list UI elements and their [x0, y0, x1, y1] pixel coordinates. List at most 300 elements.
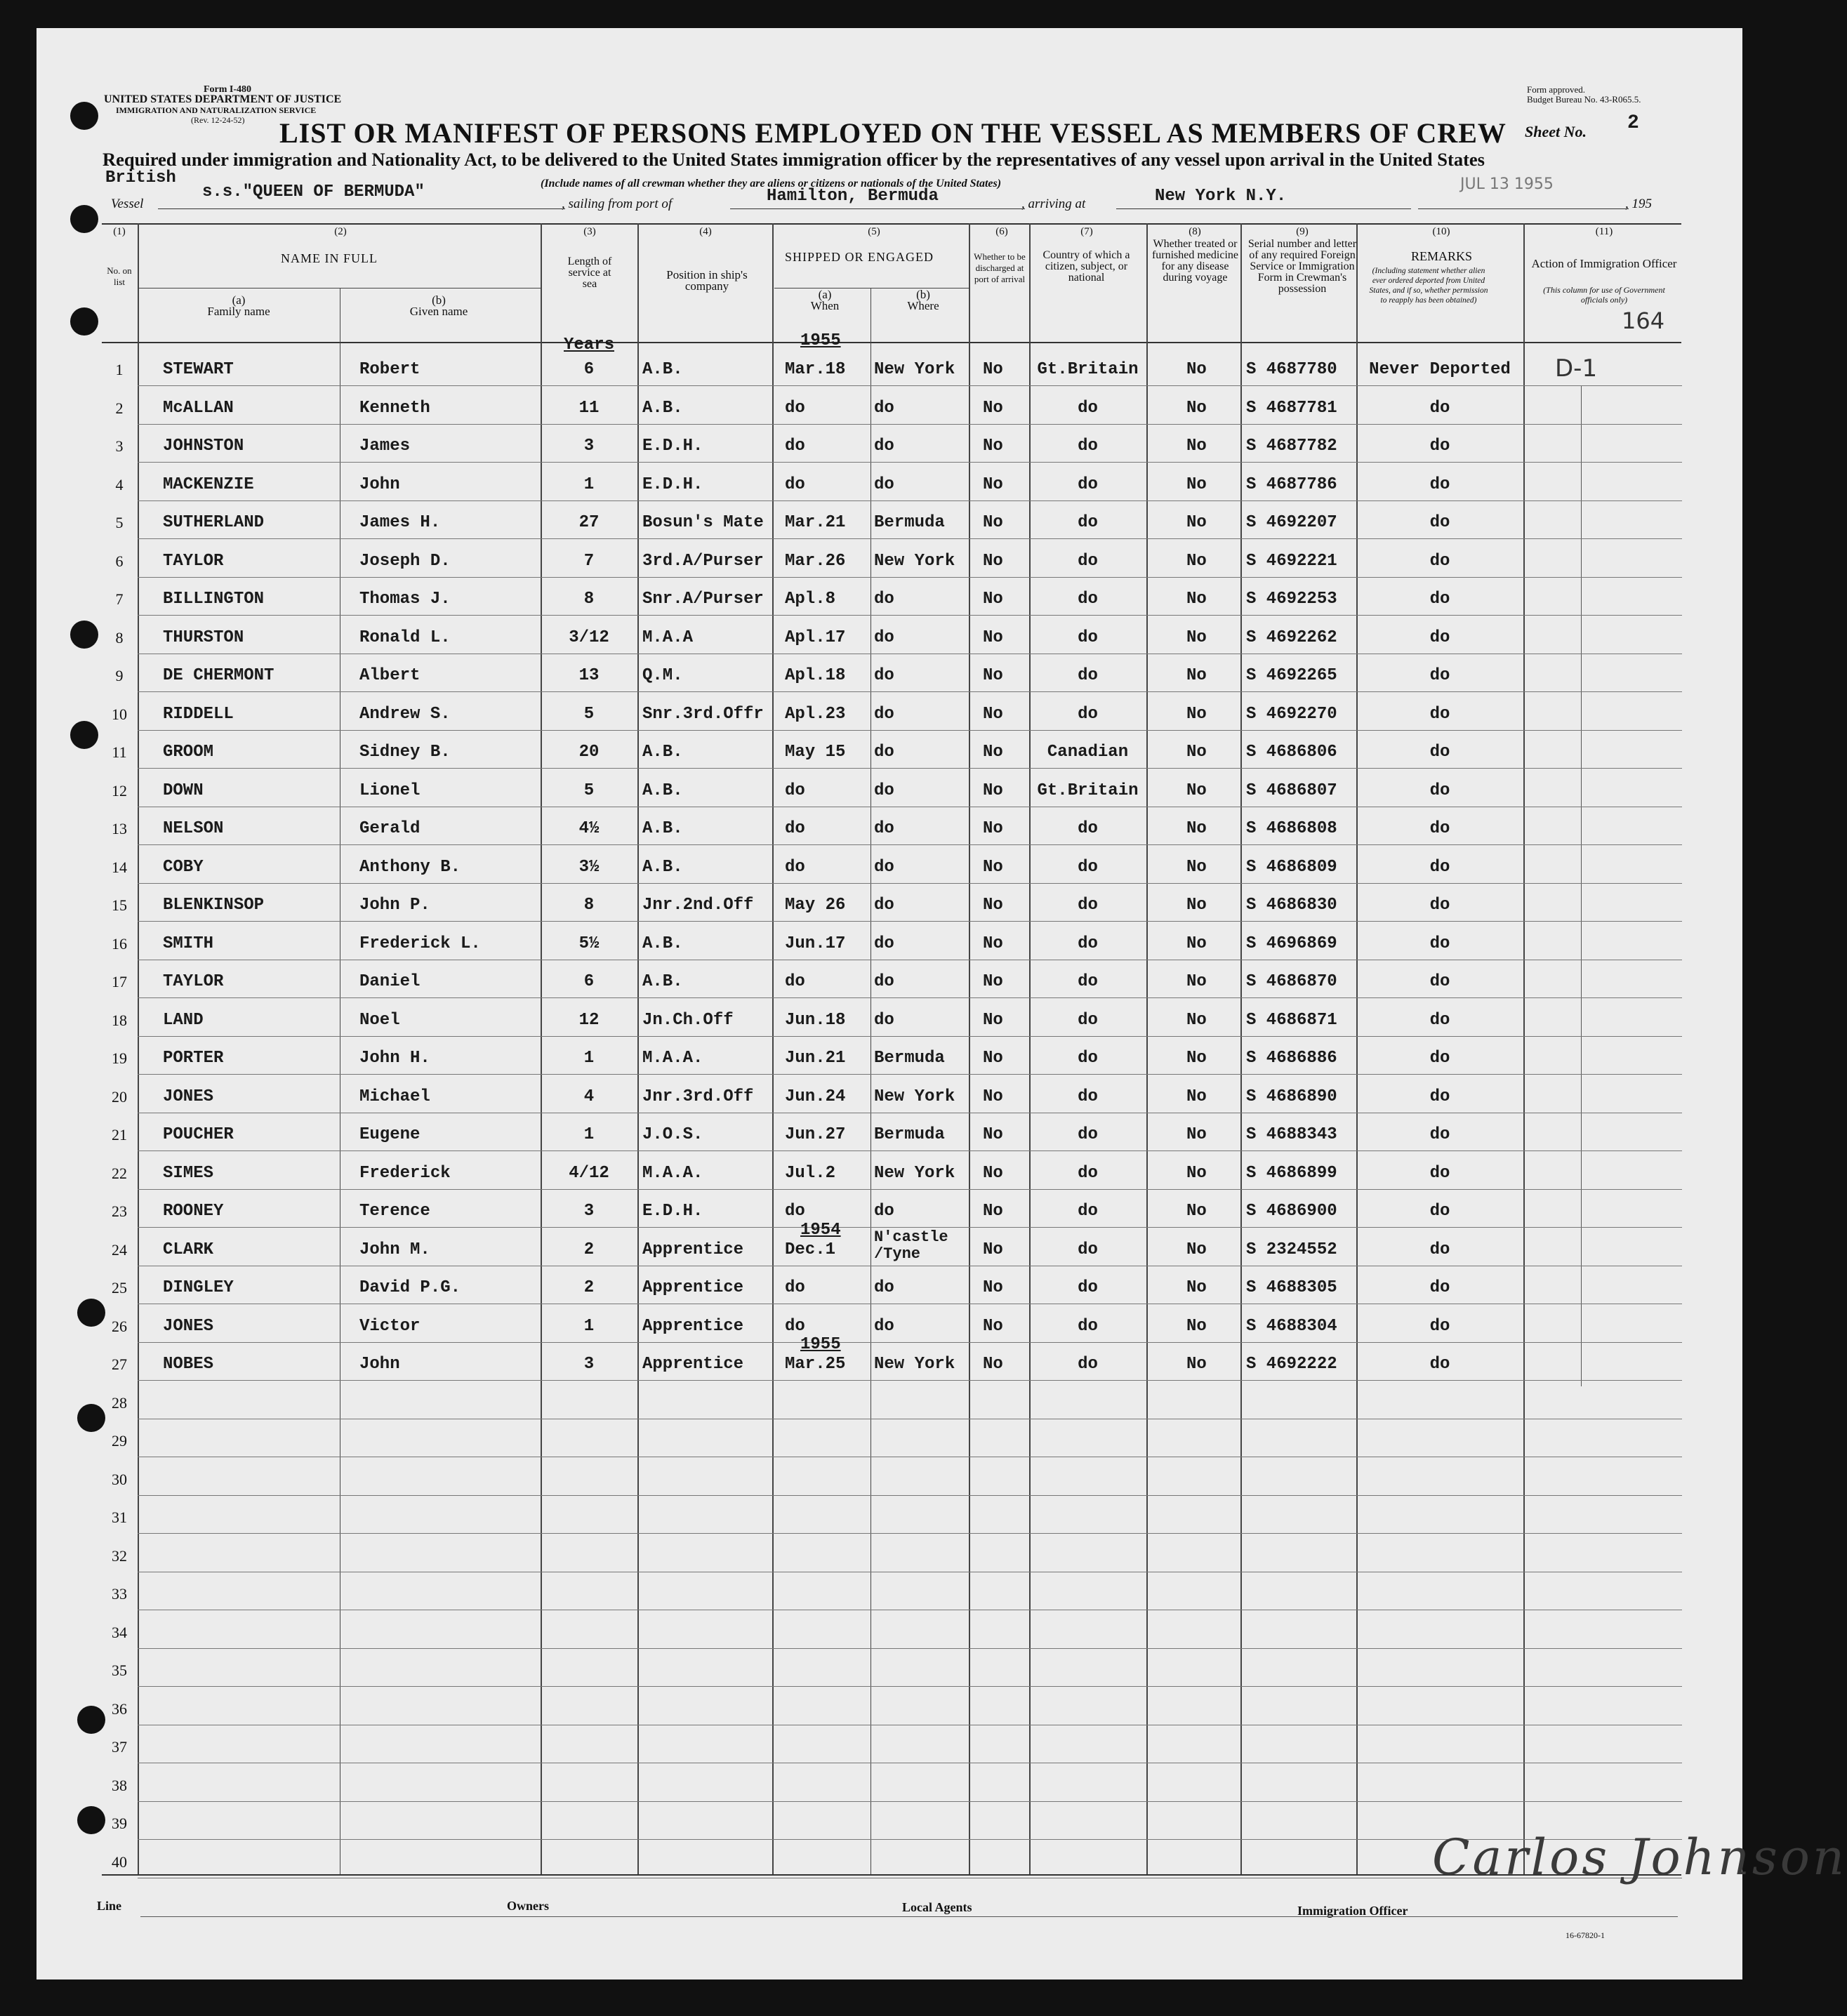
col11-note: (This column for use of Government officials only)	[1543, 285, 1665, 305]
shipped-where-cell: New York	[874, 1163, 955, 1183]
remarks-cell: do	[1429, 1278, 1450, 1297]
remarks-cell: do	[1429, 857, 1450, 877]
medicine-cell: No	[1186, 1202, 1207, 1221]
header-top-rule	[102, 223, 1681, 225]
shipped-where-cell: do	[874, 1278, 894, 1297]
shipped-where-cell: New York	[874, 1087, 955, 1106]
position-cell: M.A.A.	[642, 1049, 703, 1068]
service-length-cell: 3/12	[569, 628, 609, 647]
remarks-cell: do	[1429, 934, 1450, 953]
service-length-cell: 1	[583, 1125, 595, 1144]
service-line: IMMIGRATION AND NATURALIZATION SERVICE	[116, 105, 317, 115]
col11-heading: Action of Immigration Officer	[1531, 257, 1677, 270]
shipped-when-cell: do	[785, 819, 805, 838]
row-number: 24	[112, 1240, 127, 1259]
col8-heading: Whether treated or furnished medicine for any disease during voyage	[1151, 238, 1239, 284]
arriving-port: New York N.Y.	[1155, 187, 1287, 206]
position-cell: A.B.	[642, 934, 683, 953]
nationality: British	[105, 168, 176, 187]
service-length-cell: 27	[578, 513, 600, 532]
given-name-cell: Ronald L.	[359, 628, 451, 647]
remarks-cell: do	[1429, 398, 1450, 418]
col3-heading: Length of service at sea	[567, 256, 612, 290]
row-number: 15	[112, 896, 127, 914]
col-divider	[772, 223, 774, 1874]
header-bottom-rule	[102, 342, 1681, 343]
discharge-cell: No	[983, 551, 1003, 571]
officer-action-cell: D-1	[1555, 354, 1598, 383]
remarks-cell: do	[1429, 704, 1450, 724]
position-cell: Q.M.	[642, 666, 683, 685]
row-number: 30	[112, 1470, 127, 1488]
family-name-cell: PORTER	[163, 1049, 224, 1068]
row-number: 23	[112, 1202, 127, 1220]
discharge-cell: No	[983, 1125, 1003, 1144]
position-cell: Snr.A/Purser	[642, 590, 764, 609]
remarks-cell: do	[1429, 896, 1450, 915]
given-name-cell: James	[359, 437, 411, 456]
col-divider	[1240, 223, 1242, 1874]
shipped-when-cell: Jun.18	[785, 1010, 846, 1030]
family-name-cell: BILLINGTON	[163, 590, 265, 609]
row-rule	[138, 538, 1682, 539]
col9-heading: Serial number and letter of any required Foreign Service or Immigration Form in Crewman's possession	[1247, 238, 1357, 295]
row-number: 5	[115, 514, 124, 531]
shipped-where-cell: do	[874, 437, 894, 456]
row-number: 36	[112, 1699, 127, 1718]
year-annotation: 1955	[800, 1335, 841, 1354]
service-length-cell: 3½	[578, 857, 600, 877]
citizenship-cell: do	[1078, 972, 1098, 991]
family-name-cell: RIDDELL	[163, 704, 234, 724]
row-number: 35	[112, 1662, 127, 1679]
shipped-when-cell: Mar.18	[785, 360, 846, 379]
serial-number-cell: S 4687782	[1246, 437, 1337, 456]
row-number: 34	[112, 1623, 127, 1641]
remarks-cell: do	[1429, 1087, 1450, 1106]
family-name-cell: LAND	[163, 1010, 204, 1030]
shipped-where-cell: do	[874, 590, 894, 609]
remarks-cell: Never Deported	[1369, 360, 1511, 379]
position-cell: Jnr.2nd.Off	[642, 896, 754, 915]
shipped-where-cell: Bermuda	[874, 1049, 945, 1068]
row-rule	[138, 615, 1682, 616]
given-name-cell: John	[359, 475, 400, 494]
medicine-cell: No	[1186, 934, 1207, 953]
shipped-where-cell: New York	[874, 360, 955, 379]
family-name-cell: ROONEY	[163, 1202, 224, 1221]
row-rule	[138, 500, 1682, 501]
service-length-cell: 5	[583, 704, 595, 724]
row-rule	[138, 844, 1682, 845]
position-cell: A.B.	[642, 781, 683, 800]
row-number: 40	[112, 1852, 127, 1871]
shipped-where-cell: do	[874, 704, 894, 724]
family-name-cell: STEWART	[163, 360, 234, 379]
row-rule	[138, 921, 1682, 922]
remarks-cell: do	[1429, 1010, 1450, 1030]
remarks-cell: do	[1429, 1049, 1450, 1068]
remarks-cell: do	[1429, 1316, 1450, 1336]
shipped-when-cell: Apl.17	[785, 628, 846, 647]
given-name-cell: John P.	[359, 896, 430, 915]
family-name-cell: NOBES	[163, 1355, 214, 1374]
serial-number-cell: S 4686807	[1246, 781, 1337, 800]
family-name-cell: TAYLOR	[163, 972, 224, 991]
remarks-pen-line	[1581, 386, 1582, 1386]
medicine-cell: No	[1186, 398, 1207, 418]
row-number: 6	[115, 552, 124, 570]
given-name-cell: Terence	[359, 1202, 430, 1221]
remarks-cell: do	[1429, 551, 1450, 571]
footer-rule	[140, 1916, 1678, 1917]
discharge-cell: No	[983, 934, 1003, 953]
family-name-cell: MACKENZIE	[163, 475, 254, 494]
officer-signature: Carlos Johnson	[1432, 1829, 1847, 1886]
row-rule	[138, 1686, 1682, 1687]
citizenship-cell: do	[1078, 1163, 1098, 1183]
footer-owners-label: Owners	[507, 1899, 549, 1913]
row-number: 33	[112, 1585, 127, 1603]
position-cell: A.B.	[642, 857, 683, 877]
citizenship-cell: do	[1078, 896, 1098, 915]
row-number: 16	[112, 934, 127, 953]
years-label: Years	[564, 336, 615, 354]
family-name-cell: BLENKINSOP	[163, 896, 265, 915]
shipped-when-cell: May 26	[785, 896, 846, 915]
medicine-cell: No	[1186, 857, 1207, 877]
row-number: 37	[112, 1738, 127, 1756]
medicine-cell: No	[1186, 1049, 1207, 1068]
row-number: 20	[112, 1087, 127, 1106]
service-length-cell: 2	[583, 1240, 595, 1259]
col-divider	[1146, 223, 1148, 1874]
row-rule	[138, 1495, 1682, 1496]
remarks-cell: do	[1429, 590, 1450, 609]
given-name-cell: Andrew S.	[359, 704, 451, 724]
col-divider	[870, 288, 871, 1874]
punch-hole	[70, 721, 98, 749]
family-name-cell: COBY	[163, 857, 204, 877]
shipped-where-cell: N'castle /Tyne	[874, 1228, 948, 1263]
service-length-cell: 1	[583, 1316, 595, 1336]
row-number: 22	[112, 1164, 127, 1182]
medicine-cell: No	[1186, 1163, 1207, 1183]
punch-hole	[70, 307, 98, 336]
position-cell: M.A.A.	[642, 1163, 703, 1183]
service-length-cell: 6	[583, 360, 595, 379]
medicine-cell: No	[1186, 1278, 1207, 1297]
shipped-when-cell: May 15	[785, 743, 846, 762]
manifest-sheet	[37, 28, 1742, 1979]
row-number: 38	[112, 1776, 127, 1794]
shipped-where-cell: do	[874, 475, 894, 494]
discharge-cell: No	[983, 819, 1003, 838]
shipped-where-cell: Bermuda	[874, 513, 945, 532]
shipped-when-cell: Dec.1	[785, 1240, 836, 1259]
page-title: LIST OR MANIFEST OF PERSONS EMPLOYED ON THE VESSEL AS MEMBERS OF CREW	[279, 117, 1507, 149]
col5-number: (5)	[868, 226, 880, 237]
remarks-cell: do	[1429, 1163, 1450, 1183]
family-name-cell: McALLAN	[163, 398, 234, 418]
serial-number-cell: S 4686830	[1246, 896, 1337, 915]
year-suffix: , 195	[1625, 197, 1652, 211]
subtitle: Required under immigration and Nationality Act, to be delivered to the United States immigration officer by the representatives of any vessel upon arrival in the United States	[102, 149, 1485, 170]
subheader-rule-5	[774, 288, 969, 289]
citizenship-cell: do	[1078, 437, 1098, 456]
serial-number-cell: S 4692253	[1246, 590, 1337, 609]
medicine-cell: No	[1186, 475, 1207, 494]
service-length-cell: 2	[583, 1278, 595, 1297]
serial-number-cell: S 4686809	[1246, 857, 1337, 877]
given-name-cell: James H.	[359, 513, 441, 532]
row-number: 29	[112, 1432, 127, 1450]
citizenship-cell: do	[1078, 1240, 1098, 1259]
serial-number-cell: S 4686871	[1246, 1010, 1337, 1030]
shipped-when-cell: do	[785, 1202, 805, 1221]
medicine-cell: No	[1186, 1355, 1207, 1374]
serial-number-cell: S 4687786	[1246, 475, 1337, 494]
given-name-cell: Daniel	[359, 972, 421, 991]
citizenship-cell: do	[1078, 398, 1098, 418]
serial-number-cell: S 4692262	[1246, 628, 1337, 647]
position-cell: A.B.	[642, 398, 683, 418]
position-cell: Apprentice	[642, 1278, 744, 1297]
row-rule	[138, 997, 1682, 998]
citizenship-cell: do	[1078, 1278, 1098, 1297]
citizenship-cell: do	[1078, 1202, 1098, 1221]
citizenship-cell: do	[1078, 1087, 1098, 1106]
family-name-cell: DINGLEY	[163, 1278, 234, 1297]
discharge-cell: No	[983, 1010, 1003, 1030]
position-cell: A.B.	[642, 743, 683, 762]
sailing-underline	[730, 208, 1025, 209]
citizenship-cell: do	[1078, 819, 1098, 838]
shipped-when-cell: Mar.25	[785, 1355, 846, 1374]
family-name-cell: THURSTON	[163, 628, 244, 647]
remarks-cell: do	[1429, 666, 1450, 685]
remarks-cell: do	[1429, 972, 1450, 991]
service-length-cell: 7	[583, 551, 595, 571]
row-rule	[138, 1533, 1682, 1534]
medicine-cell: No	[1186, 743, 1207, 762]
position-cell: Snr.3rd.Offr	[642, 704, 764, 724]
medicine-cell: No	[1186, 551, 1207, 571]
row-number: 31	[112, 1508, 127, 1526]
arrival-date-stamp: JUL 13 1955	[1460, 175, 1554, 193]
shipped-where-cell: do	[874, 1316, 894, 1336]
discharge-cell: No	[983, 1163, 1003, 1183]
remarks-cell: do	[1429, 1202, 1450, 1221]
serial-number-cell: S 4692207	[1246, 513, 1337, 532]
footer-agents-label: Local Agents	[902, 1900, 972, 1914]
sheet-label: Sheet No.	[1525, 123, 1587, 140]
discharge-cell: No	[983, 1355, 1003, 1374]
row-rule	[138, 1801, 1682, 1802]
serial-number-cell: S 4686890	[1246, 1087, 1337, 1106]
arriving-label: , arriving at	[1021, 197, 1086, 211]
family-name-cell: SUTHERLAND	[163, 513, 265, 532]
col2-heading: NAME IN FULL	[281, 251, 378, 265]
discharge-cell: No	[983, 704, 1003, 724]
shipped-when-cell: do	[785, 398, 805, 418]
footer-line-label: Line	[97, 1899, 122, 1913]
row-rule	[138, 1189, 1682, 1190]
serial-number-cell: S 4688343	[1246, 1125, 1337, 1144]
row-number: 39	[112, 1815, 127, 1832]
shipped-when-cell: do	[785, 1278, 805, 1297]
col4-number: (4)	[699, 226, 712, 237]
shipped-when-cell: do	[785, 857, 805, 877]
col9-number: (9)	[1296, 226, 1309, 237]
row-rule	[138, 1074, 1682, 1075]
remarks-cell: do	[1429, 781, 1450, 800]
discharge-cell: No	[983, 896, 1003, 915]
family-name-cell: TAYLOR	[163, 551, 224, 571]
service-length-cell: 6	[583, 972, 595, 991]
col1-number: (1)	[113, 226, 126, 237]
shipped-where-cell: do	[874, 666, 894, 685]
shipped-where-cell: do	[874, 819, 894, 838]
row-number: 4	[115, 475, 124, 493]
vessel-name: s.s."QUEEN OF BERMUDA"	[202, 183, 425, 201]
serial-number-cell: S 4686806	[1246, 743, 1337, 762]
shipped-where-cell: do	[874, 628, 894, 647]
row-rule	[138, 730, 1682, 731]
row-rule	[138, 1342, 1682, 1343]
discharge-cell: No	[983, 666, 1003, 685]
vessel-underline	[158, 208, 565, 209]
row-number: 1	[115, 361, 124, 378]
given-name-cell: John	[359, 1355, 400, 1374]
print-code: 16-67820-1	[1565, 1930, 1605, 1940]
row-number: 17	[112, 973, 127, 990]
row-number: 26	[112, 1317, 127, 1335]
discharge-cell: No	[983, 781, 1003, 800]
row-number: 8	[115, 628, 124, 646]
row-number: 32	[112, 1546, 127, 1565]
shipped-when-cell: Jun.17	[785, 934, 846, 953]
position-cell: E.D.H.	[642, 1202, 703, 1221]
service-length-cell: 4½	[578, 819, 600, 838]
col5a-heading: (a) When	[810, 288, 840, 312]
given-name-cell: Albert	[359, 666, 421, 685]
citizenship-cell: do	[1078, 704, 1098, 724]
citizenship-cell: do	[1078, 628, 1098, 647]
shipped-when-cell: do	[785, 972, 805, 991]
service-length-cell: 11	[578, 398, 600, 418]
row-number: 9	[115, 667, 124, 684]
row-number: 25	[112, 1279, 127, 1297]
punch-hole	[70, 102, 98, 130]
given-name-cell: Frederick L.	[359, 934, 481, 953]
punch-hole	[70, 205, 98, 233]
shipped-when-cell: Apl.18	[785, 666, 846, 685]
given-name-cell: John M.	[359, 1240, 430, 1259]
row-number: 2	[115, 399, 124, 417]
row-number: 12	[112, 781, 127, 800]
position-cell: Jnr.3rd.Off	[642, 1087, 754, 1106]
medicine-cell: No	[1186, 1240, 1207, 1259]
serial-number-cell: S 4686886	[1246, 1049, 1337, 1068]
shipped-where-cell: do	[874, 1202, 894, 1221]
medicine-cell: No	[1186, 1125, 1207, 1144]
citizenship-cell: do	[1078, 551, 1098, 571]
sailing-label: , sailing from port of	[562, 197, 673, 211]
family-name-cell: JOHNSTON	[163, 437, 244, 456]
family-name-cell: JONES	[163, 1316, 214, 1336]
row-rule	[138, 462, 1682, 463]
footer-officer-label: Immigration Officer	[1297, 1904, 1408, 1918]
remarks-cell: do	[1429, 475, 1450, 494]
row-rule	[138, 1648, 1682, 1649]
given-name-cell: Noel	[359, 1010, 400, 1030]
shipped-where-cell: do	[874, 934, 894, 953]
position-cell: Apprentice	[642, 1355, 744, 1374]
medicine-cell: No	[1186, 972, 1207, 991]
family-name-cell: CLARK	[163, 1240, 214, 1259]
serial-number-cell: S 4692221	[1246, 551, 1337, 571]
col2b-heading: (b) Given name	[409, 293, 468, 318]
given-name-cell: Michael	[359, 1087, 430, 1106]
position-cell: A.B.	[642, 972, 683, 991]
row-rule	[138, 768, 1682, 769]
remarks-cell: do	[1429, 1240, 1450, 1259]
citizenship-cell: do	[1078, 1316, 1098, 1336]
shipped-where-cell: do	[874, 972, 894, 991]
serial-number-cell: S 4686899	[1246, 1163, 1337, 1183]
row-number: 27	[112, 1355, 127, 1373]
budget-bureau: Budget Bureau No. 43-R065.5.	[1527, 94, 1641, 105]
revision: (Rev. 12-24-52)	[191, 115, 245, 125]
shipped-when-cell: Jun.27	[785, 1125, 846, 1144]
col7-number: (7)	[1080, 226, 1093, 237]
col2-number: (2)	[334, 226, 347, 237]
row-number: 14	[112, 858, 127, 876]
row-number: 21	[112, 1126, 127, 1143]
row-rule	[138, 883, 1682, 884]
row-number: 3	[115, 437, 124, 455]
medicine-cell: No	[1186, 1087, 1207, 1106]
arriving-underline	[1116, 208, 1411, 209]
discharge-cell: No	[983, 1240, 1003, 1259]
col6-heading: Whether to be discharged at port of arrival	[974, 251, 1026, 284]
serial-number-cell: S 4686808	[1246, 819, 1337, 838]
given-name-cell: Thomas J.	[359, 590, 451, 609]
given-name-cell: Eugene	[359, 1125, 421, 1144]
discharge-cell: No	[983, 1049, 1003, 1068]
given-name-cell: Sidney B.	[359, 743, 451, 762]
col7-heading: Country of which a citizen, subject, or national	[1042, 249, 1130, 284]
row-number: 7	[115, 590, 124, 608]
shipped-when-cell: Apl.8	[785, 590, 836, 609]
discharge-cell: No	[983, 398, 1003, 418]
row-number: 11	[112, 743, 127, 761]
discharge-cell: No	[983, 1202, 1003, 1221]
department-line: UNITED STATES DEPARTMENT OF JUSTICE	[104, 93, 342, 105]
shipped-where-cell: Bermuda	[874, 1125, 945, 1144]
citizenship-cell: do	[1078, 1010, 1098, 1030]
given-name-cell: Frederick	[359, 1163, 451, 1183]
family-name-cell: DOWN	[163, 781, 204, 800]
discharge-cell: No	[983, 590, 1003, 609]
punch-hole	[70, 621, 98, 649]
position-cell: Bosun's Mate	[642, 513, 764, 532]
given-name-cell: Lionel	[359, 781, 421, 800]
year-annotation: 1954	[800, 1220, 841, 1240]
citizenship-cell: do	[1078, 590, 1098, 609]
family-name-cell: NELSON	[163, 819, 224, 838]
